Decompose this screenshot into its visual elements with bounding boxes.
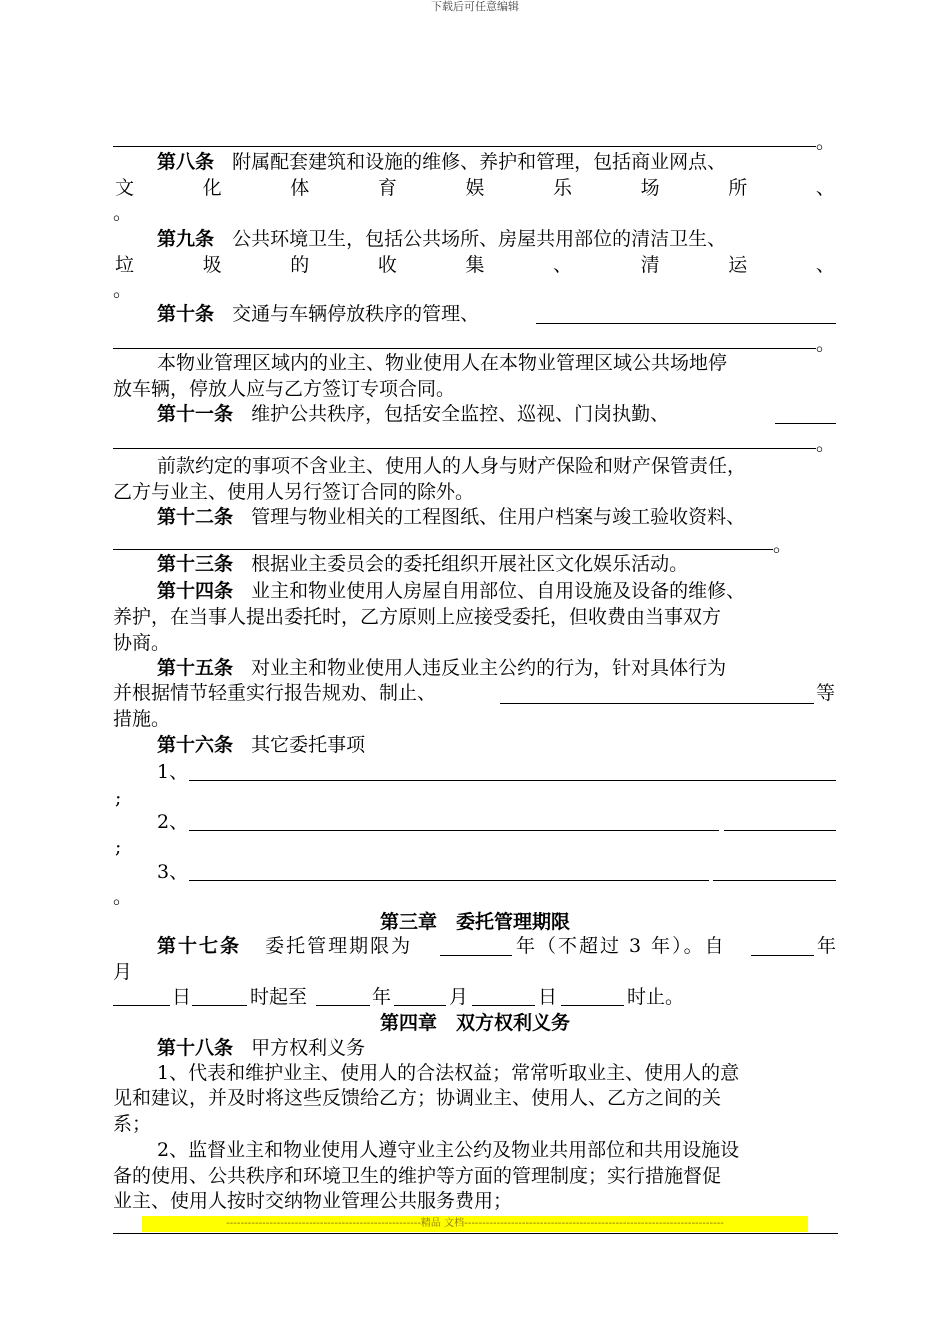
fill-blank bbox=[189, 780, 836, 781]
fill-blank bbox=[316, 1005, 370, 1006]
article-8 bbox=[157, 150, 726, 174]
semicolon: ; bbox=[115, 836, 122, 858]
article-label: 第十八条 bbox=[157, 1037, 234, 1059]
article-11 bbox=[157, 402, 669, 426]
fill-blank bbox=[724, 830, 836, 831]
article-label: 第十六条 bbox=[157, 734, 234, 756]
article-11-para-2: 乙方与业主、使用人另行签订合同的除外。 bbox=[113, 481, 475, 503]
article-15-line-2: 并根据情节轻重实行报告规劝、制止、 bbox=[113, 682, 437, 704]
article-8-spread: 文 化 体 育 娱 乐 场 所 、 bbox=[115, 177, 835, 199]
period: 。 bbox=[773, 534, 793, 556]
time-until-label: 时止。 bbox=[627, 986, 685, 1008]
fill-blank bbox=[394, 1005, 446, 1006]
fill-blank bbox=[472, 1005, 535, 1006]
article-15-line-3: 措施。 bbox=[113, 708, 171, 730]
article-text: 委托管理期限为 bbox=[265, 935, 413, 957]
fill-blank bbox=[113, 448, 816, 449]
semicolon: ; bbox=[115, 787, 122, 809]
article-9-spread: 垃 圾 的 收 集 、 清 运 、 bbox=[115, 254, 835, 276]
article-9 bbox=[157, 227, 726, 251]
article-label: 第八条 bbox=[157, 151, 215, 173]
article-15-line-2-end: 等 bbox=[816, 682, 836, 704]
article-label: 第十三条 bbox=[157, 553, 234, 575]
chapter-4-title: 第四章 双方权利义务 bbox=[379, 1012, 570, 1034]
year-label: 年 bbox=[372, 986, 392, 1008]
article-14-line-3: 协商。 bbox=[113, 632, 171, 654]
footer-rule bbox=[113, 1233, 838, 1234]
article-10-para-2: 放车辆，停放人应与乙方签订专项合同。 bbox=[113, 378, 456, 400]
article-18-item-1a: 1、代表和维护业主、使用人的合法权益；常常听取业主、使用人的意 bbox=[157, 1062, 740, 1084]
article-14-line-2: 养护，在当事人提出委托时，乙方原则上应接受委托，但收费由当事双方 bbox=[113, 606, 722, 628]
month-label: 月 bbox=[449, 986, 469, 1008]
footer-banner: ------------------------------------------------------精品 文档------------------------------------------------------------------------ bbox=[142, 1216, 808, 1232]
article-14 bbox=[157, 579, 745, 603]
day-label: 日 bbox=[172, 986, 192, 1008]
fill-blank bbox=[113, 348, 816, 349]
article-18 bbox=[157, 1036, 365, 1060]
article-text: 其它委托事项 bbox=[251, 734, 366, 756]
item-3-label: 3、 bbox=[157, 861, 189, 883]
item-1-label: 1、 bbox=[157, 761, 189, 783]
day-label-2: 日 bbox=[538, 986, 558, 1008]
article-text: 甲方权利义务 bbox=[251, 1037, 366, 1059]
article-text: 业主和物业使用人房屋自用部位、自用设施及设备的维修、 bbox=[251, 580, 746, 602]
article-label: 第十条 bbox=[157, 303, 215, 325]
article-text: 公共环境卫生，包括公共场所、房屋共用部位的清洁卫生、 bbox=[232, 228, 727, 250]
article-label: 第十七条 bbox=[157, 935, 242, 957]
article-18-item-2a: 2、监督业主和物业使用人遵守业主公约及物业共用部位和共用设施设 bbox=[157, 1139, 740, 1161]
article-text: 附属配套建筑和设施的维修、养护和管理，包括商业网点、 bbox=[232, 151, 727, 173]
period: 。 bbox=[113, 886, 133, 908]
article-label: 第十四条 bbox=[157, 580, 234, 602]
fill-blank bbox=[440, 955, 512, 956]
article-17 bbox=[157, 934, 412, 958]
time-from-label: 时起至 bbox=[250, 986, 308, 1008]
article-label: 第九条 bbox=[157, 228, 215, 250]
article-label: 第十五条 bbox=[157, 657, 234, 679]
article-17-text-4: 月 bbox=[113, 961, 133, 983]
article-15 bbox=[157, 656, 726, 680]
fill-blank bbox=[113, 549, 773, 550]
article-18-item-2c: 业主、使用人按时交纳物业管理公共服务费用； bbox=[113, 1190, 513, 1212]
page-header-note: 下载后可任意编辑 bbox=[431, 0, 519, 13]
fill-blank bbox=[113, 1005, 170, 1006]
period: 。 bbox=[816, 333, 836, 355]
article-text: 维护公共秩序，包括安全监控、巡视、门岗执勤、 bbox=[251, 403, 670, 425]
fill-blank bbox=[536, 323, 836, 324]
period: 。 bbox=[113, 279, 133, 301]
article-10-para-1: 本物业管理区域内的业主、物业使用人在本物业管理区域公共场地停 bbox=[157, 352, 728, 374]
period: 。 bbox=[113, 202, 133, 224]
fill-blank bbox=[561, 1005, 624, 1006]
fill-blank bbox=[751, 955, 814, 956]
fill-blank bbox=[192, 1005, 247, 1006]
article-16 bbox=[157, 733, 365, 757]
article-label: 第十一条 bbox=[157, 403, 234, 425]
fill-blank bbox=[713, 880, 836, 881]
article-text: 管理与物业相关的工程图纸、住用户档案与竣工验收资料、 bbox=[251, 506, 746, 528]
article-12 bbox=[157, 505, 745, 529]
fill-blank bbox=[113, 146, 816, 147]
article-18-item-1b: 见和建议，并及时将这些反馈给乙方；协调业主、使用人、乙方之间的关 bbox=[113, 1087, 722, 1109]
period: 。 bbox=[816, 433, 836, 455]
article-17-text-3: 年 bbox=[817, 935, 837, 957]
fill-blank bbox=[775, 423, 836, 424]
fill-blank bbox=[500, 703, 814, 704]
article-label: 第十二条 bbox=[157, 506, 234, 528]
fill-blank bbox=[189, 830, 719, 831]
article-13 bbox=[157, 552, 688, 576]
article-text: 对业主和物业使用人违反业主公约的行为，针对具体行为 bbox=[251, 657, 727, 679]
chapter-3-title: 第三章 委托管理期限 bbox=[379, 911, 570, 933]
article-11-para-1: 前款约定的事项不含业主、使用人的人身与财产保险和财产保管责任， bbox=[157, 455, 747, 477]
item-2-label: 2、 bbox=[157, 811, 189, 833]
period: 。 bbox=[816, 131, 836, 153]
article-10 bbox=[157, 302, 479, 326]
article-text: 交通与车辆停放秩序的管理、 bbox=[232, 303, 480, 325]
article-18-item-1c: 系； bbox=[113, 1113, 152, 1135]
fill-blank bbox=[189, 880, 709, 881]
article-text: 根据业主委员会的委托组织开展社区文化娱乐活动。 bbox=[251, 553, 689, 575]
article-17-text-2: 年（不超过 3 年）。自 bbox=[516, 935, 726, 957]
article-18-item-2b: 备的使用、公共秩序和环境卫生的维护等方面的管理制度；实行措施督促 bbox=[113, 1165, 722, 1187]
